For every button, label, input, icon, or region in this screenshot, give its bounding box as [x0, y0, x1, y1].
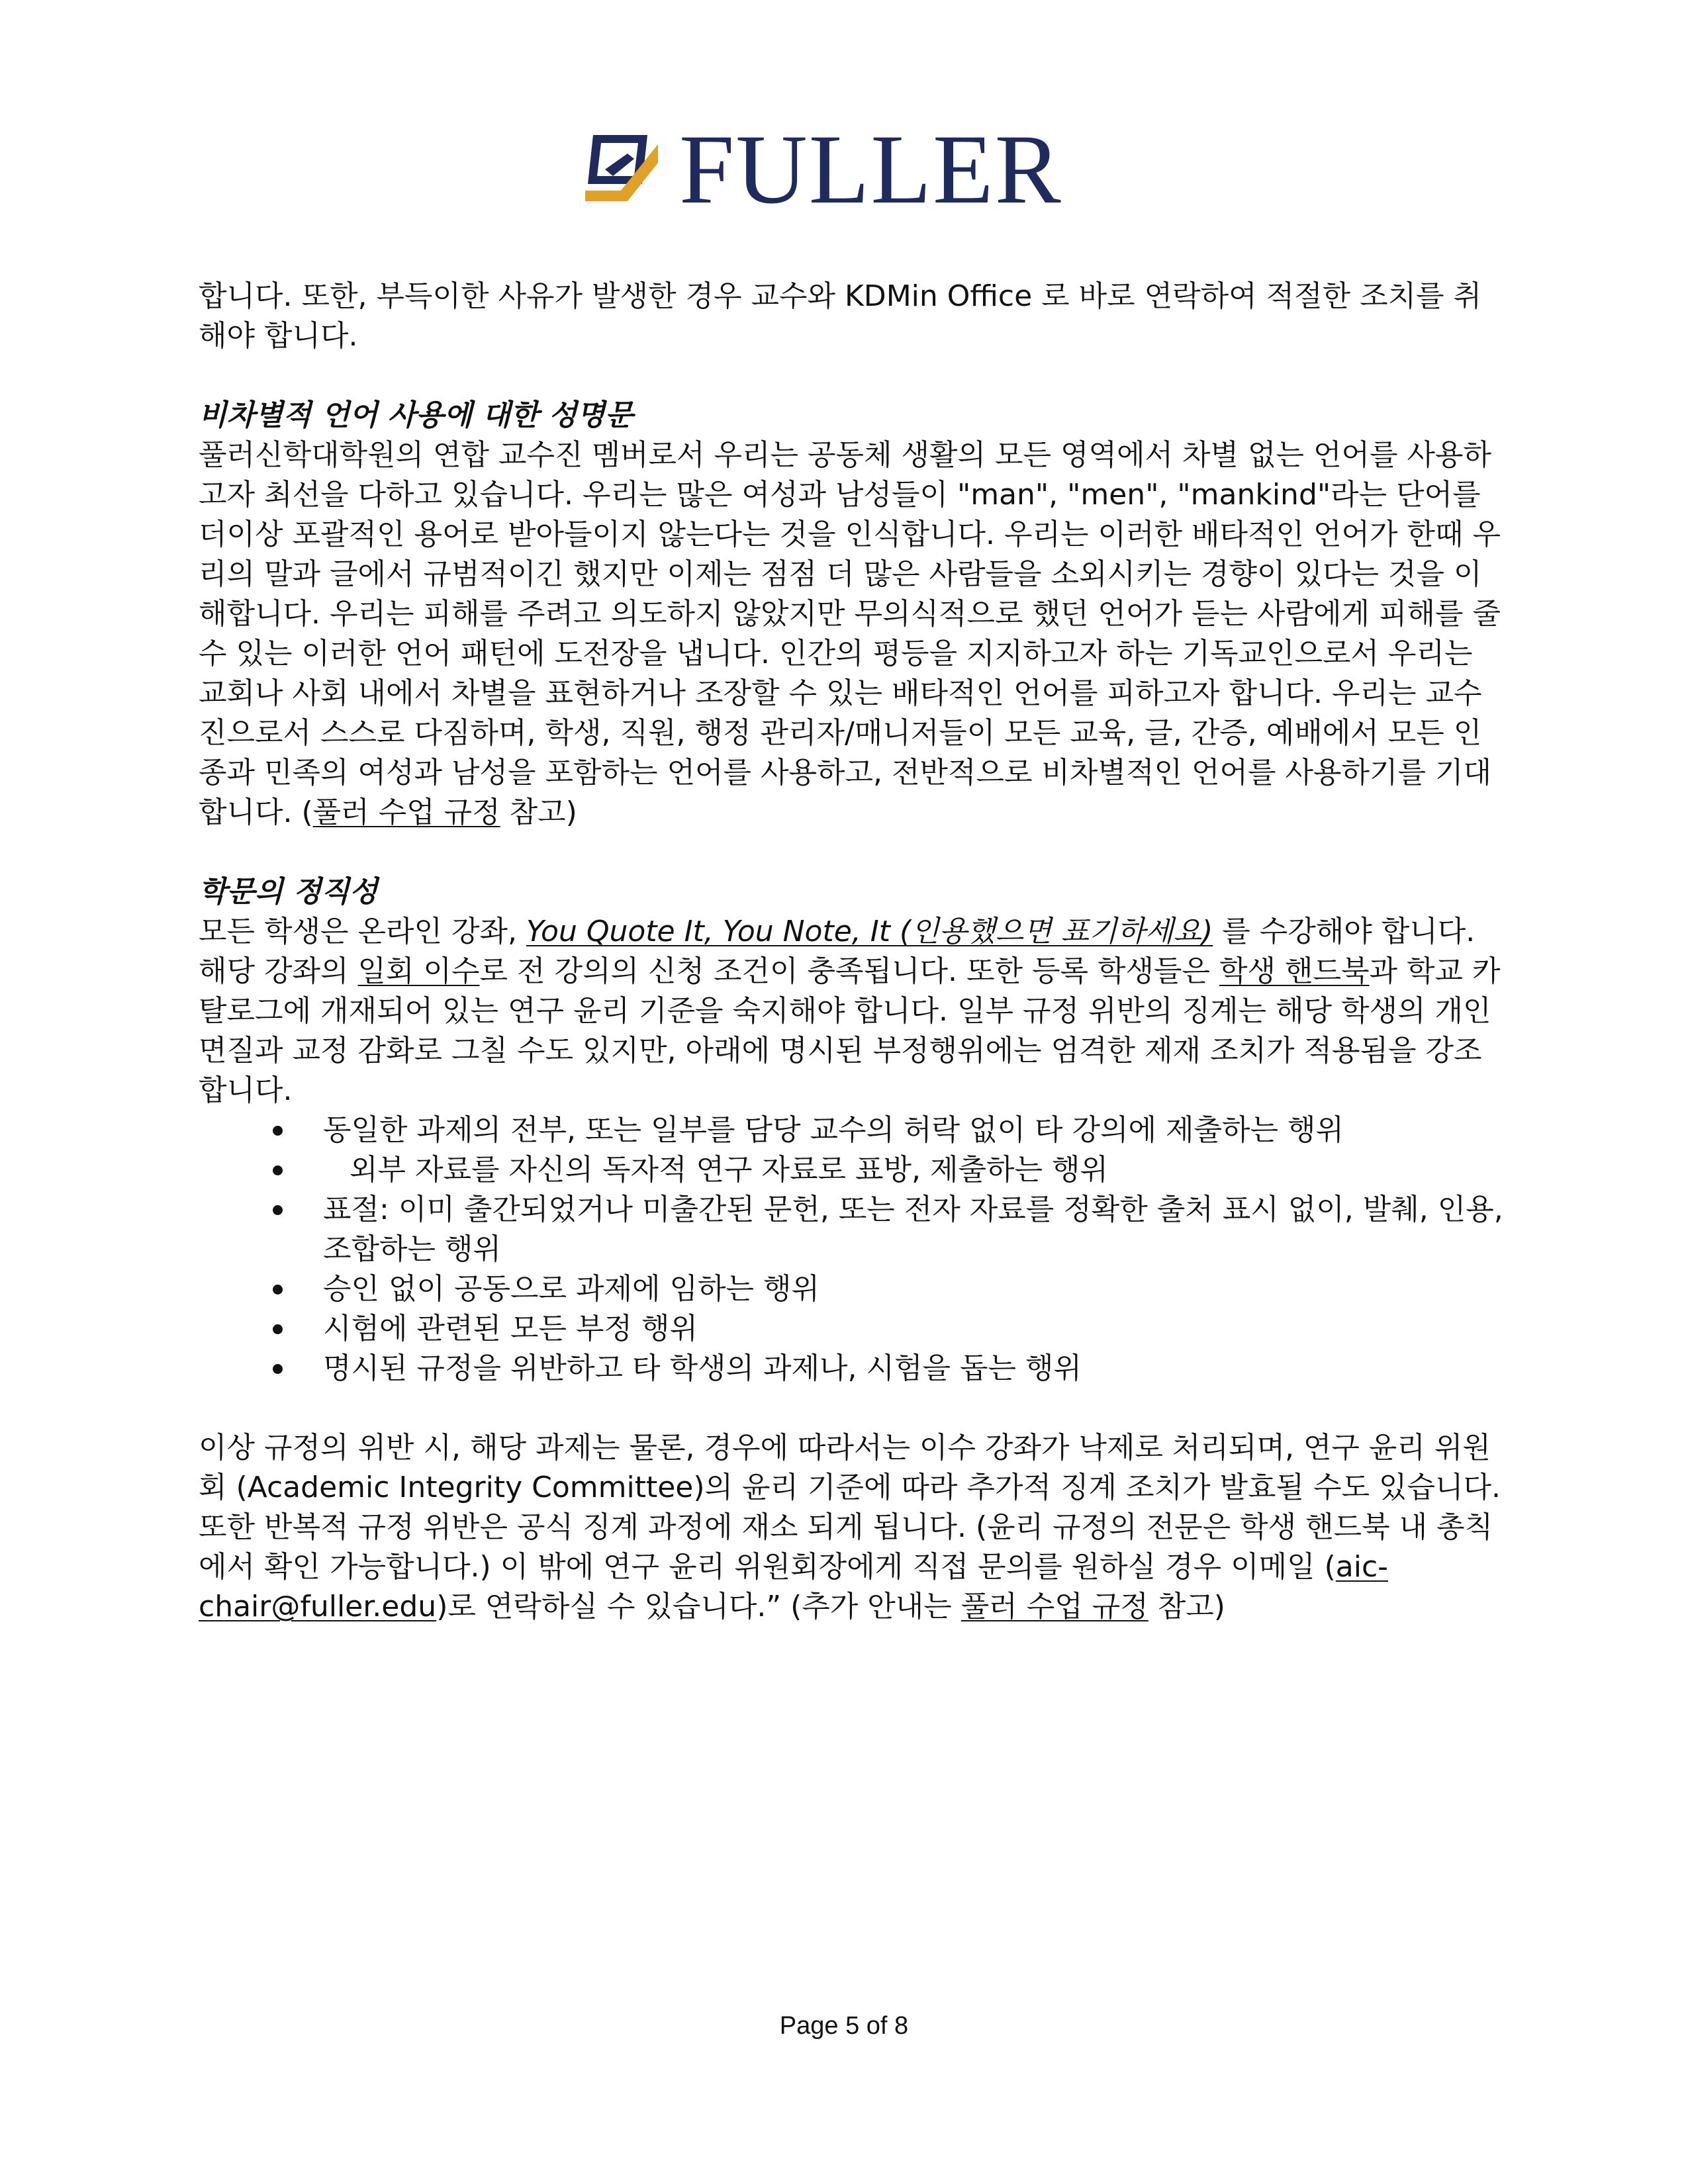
list-item: [273, 1269, 1509, 1309]
bullet-icon: [273, 1205, 283, 1215]
list-item: [273, 1309, 1509, 1349]
bullet-icon: [273, 1364, 283, 1374]
one-time-link[interactable]: 일회 이수: [357, 954, 480, 988]
fuller-logo: [581, 114, 1111, 224]
integrity-paragraph: [199, 912, 1509, 1111]
language-body-text: 풀러신학대학원의 연합 교수진 멤버로서 우리는 공동체 생활의 모든 영역에서 차별 없는 언어를 사용하고자 최선을 다하고 있습니다. 우리는 많은 여성과 남성들이 "man", "men", "mankind"라는 단어를 더이상 포괄적인 용어로 받아들이지 않는다는 것을 인식합니다. 우리는 이러한 배타적인 언어가 한때 우리의 말과 글에서 규범적이긴 했지만 이제는 점점 더 많은 사람들을 소외시키는 경향이 있다는 것을 이해합니다. 우리는 피해를 주려고 의도하지 않았지만 무의식적으로 했던 언어가 듣는 사람에게 피해를 줄 수 있는 이러한 언어 패턴에 도전장을 냅니다. 인간의 평등을 지지하고자 하는 기독교인으로서 우리는 교회나 사회 내에서 차별을 표현하거나 조장할 수 있는 배타적인 언어를 피하고자 합니다. 우리는 교수진으로서 스스로 다짐하며, 학생, 직원, 행정 관리자/매니저들이 모든 교육, 글, 간증, 예배에서 모든 인종과 민족의 여성과 남성을 포함하는 언어를 사용하고, 전반적으로 비차별적인 언어를 사용하기를 기대합니다. (: [199, 438, 1501, 829]
student-handbook-link[interactable]: 학생 핸드북: [1219, 954, 1370, 988]
list-item: [273, 1349, 1509, 1388]
list-item-text: 명시된 규정을 위반하고 타 학생의 과제나, 시험을 돕는 행위: [323, 1351, 1082, 1385]
email-link[interactable]: aic-chair@fuller.edu: [199, 1550, 1389, 1623]
consequence-text-c: 참고): [1148, 1590, 1225, 1623]
language-after-text: 참고): [500, 796, 577, 829]
section-heading-integrity: 학문의 정직성: [199, 875, 378, 909]
list-item: [273, 1111, 1509, 1150]
consequence-text-b: )로 연락하실 수 있습니다.” (추가 안내는: [436, 1590, 961, 1623]
bullet-icon: [273, 1126, 283, 1136]
integrity-text-a: 모든 학생은 온라인 강좌,: [199, 915, 526, 948]
list-item: [273, 1150, 1509, 1190]
list-item-text: 시험에 관련된 모든 부정 행위: [323, 1312, 698, 1345]
consequence-text-a: 이상 규정의 위반 시, 해당 과제는 물론, 경우에 따라서는 이수 강좌가 낙제로 처리되며, 연구 윤리 위원회 (Academic Integrity Committee)의 윤리 기준에 따라 추가적 징계 조치가 발효될 수도 있습니다. 또한 반복적 규정 위반은 공식 징계 과정에 재소 되게 됩니다. (윤리 규정의 전문은 학생 핸드북 내 총칙에서 확인 가능합니다.) 이 밖에 연구 윤리 위원회장에게 직접 문의를 원하실 경우 이메일 (: [199, 1431, 1501, 1584]
integrity-text-c: 로 전 강의의 신청 조건이 충족됩니다. 또한 등록 학생들은: [479, 954, 1219, 988]
page-content: [199, 277, 1509, 1627]
list-item: [273, 1190, 1509, 1269]
violation-consequence-paragraph: [199, 1428, 1509, 1627]
list-item-text: 동일한 과제의 전부, 또는 일부를 담당 교수의 허락 없이 타 강의에 제출하는 행위: [323, 1113, 1344, 1147]
list-item-text: 승인 없이 공동으로 과제에 임하는 행위: [323, 1272, 820, 1306]
course-title-link[interactable]: You Quote It, You Note, It (인용했으면 표기하세요): [526, 915, 1213, 948]
list-item-text: 외부 자료를 자신의 독자적 연구 자료로 표방, 제출하는 행위: [350, 1153, 1108, 1187]
language-paragraph: [199, 435, 1509, 833]
page-number: Page 5 of 8: [779, 2012, 909, 2040]
fuller-book-icon: [581, 130, 661, 209]
section-heading-language: 비차별적 언어 사용에 대한 성명문: [199, 398, 633, 432]
integrity-text-b: 를 수강해야 합니다. 해당 강좌의: [199, 915, 1476, 988]
bullet-icon: [273, 1165, 283, 1175]
bullet-icon: [273, 1324, 283, 1334]
course-policy-link[interactable]: 풀러 수업 규정: [312, 796, 500, 829]
bullet-icon: [273, 1285, 283, 1295]
course-policy-link-2[interactable]: 풀러 수업 규정: [961, 1590, 1149, 1623]
list-item-text: 표절: 이미 출간되었거나 미출간된 문헌, 또는 전자 자료를 정확한 출처 표시 없이, 발췌, 인용, 조합하는 행위: [323, 1193, 1503, 1266]
intro-paragraph: 합니다. 또한, 부득이한 사유가 발생한 경우 교수와 KDMin Office 로 바로 연락하여 적절한 조치를 취해야 합니다.: [199, 279, 1482, 353]
violations-list: [199, 1111, 1509, 1388]
integrity-text-d: 과 학교 카탈로그에 개재되어 있는 연구 윤리 기준을 숙지해야 합니다. 일부 규정 위반의 징계는 해당 학생의 개인 면질과 교정 감화로 그칠 수도 있지만, 아래에 명시된 부정행위에는 엄격한 제재 조치가 적용됨을 강조합니다.: [199, 954, 1501, 1107]
fuller-wordmark: FULLER: [679, 114, 1062, 224]
